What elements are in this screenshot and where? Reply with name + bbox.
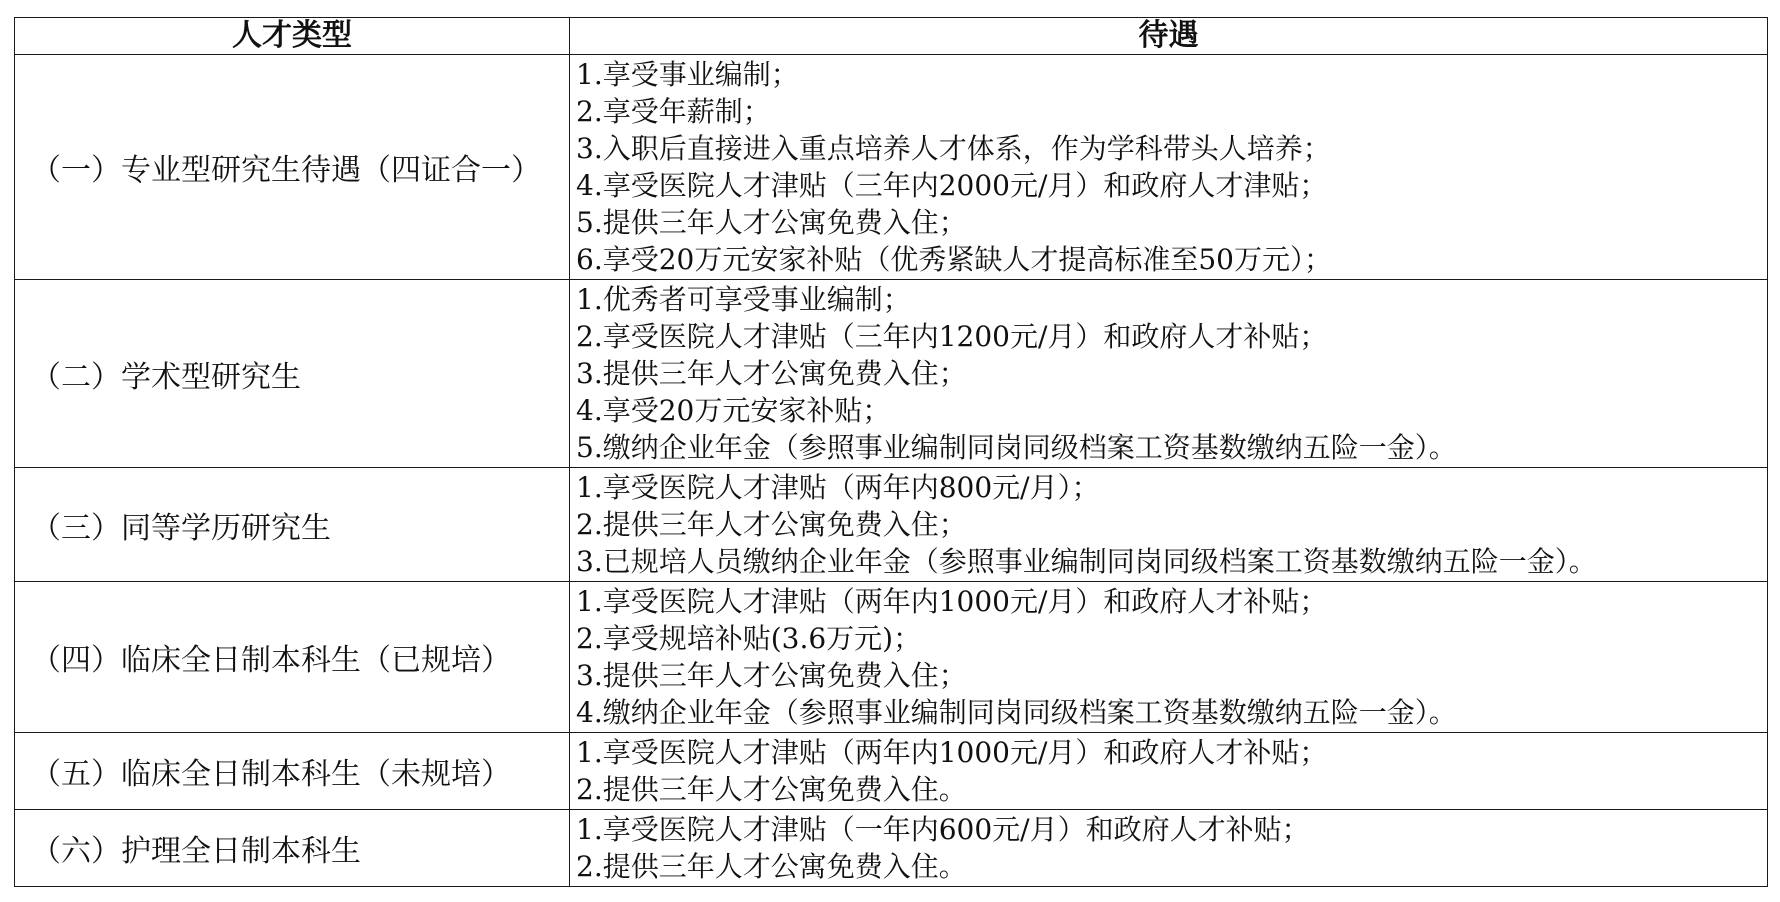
talent-type-cell: （五）临床全日制本科生（未规培） — [15, 733, 570, 810]
table-row — [15, 468, 1768, 582]
benefits-cell — [570, 810, 1768, 887]
benefit-item: 1.优秀者可享受事业编制； — [576, 283, 911, 316]
benefit-item: 2.提供三年人才公寓免费入住。 — [576, 773, 967, 806]
benefit-item: 3.提供三年人才公寓免费入住； — [576, 659, 967, 692]
benefit-item: 1.享受医院人才津贴（两年内1000元/月）和政府人才补贴； — [576, 736, 1328, 769]
benefit-item: 1.享受事业编制； — [576, 58, 799, 91]
benefit-item: 2.享受规培补贴(3.6万元)； — [576, 622, 922, 655]
benefit-item: 2.享受年薪制； — [576, 95, 771, 128]
benefit-item: 6.享受20万元安家补贴（优秀紧缺人才提高标准至50万元）； — [576, 243, 1332, 276]
benefit-item: 2.提供三年人才公寓免费入住。 — [576, 850, 967, 883]
benefit-item: 3.已规培人员缴纳企业年金（参照事业编制同岗同级档案工资基数缴纳五险一金）。 — [576, 545, 1597, 578]
table-row — [15, 733, 1768, 810]
talent-type-cell: （三）同等学历研究生 — [15, 468, 570, 582]
table-row — [15, 810, 1768, 887]
benefits-cell — [570, 582, 1768, 733]
benefit-item: 5.提供三年人才公寓免费入住； — [576, 206, 967, 239]
benefits-cell — [570, 280, 1768, 468]
talent-type-cell: （六）护理全日制本科生 — [15, 810, 570, 887]
talent-type-cell: （二）学术型研究生 — [15, 280, 570, 468]
table-row — [15, 280, 1768, 468]
talent-benefits-table — [14, 17, 1768, 887]
header-benefits: 待遇 — [570, 18, 1768, 55]
header-row — [15, 18, 1768, 55]
benefit-item: 5.缴纳企业年金（参照事业编制同岗同级档案工资基数缴纳五险一金）。 — [576, 431, 1457, 464]
talent-type-cell: （一）专业型研究生待遇（四证合一） — [15, 55, 570, 280]
header-talent-type: 人才类型 — [15, 18, 570, 55]
benefits-cell — [570, 733, 1768, 810]
benefit-item: 1.享受医院人才津贴（两年内1000元/月）和政府人才补贴； — [576, 585, 1328, 618]
benefit-item: 4.享受医院人才津贴（三年内2000元/月）和政府人才津贴； — [576, 169, 1328, 202]
benefit-item: 4.缴纳企业年金（参照事业编制同岗同级档案工资基数缴纳五险一金）。 — [576, 696, 1457, 729]
table-row — [15, 55, 1768, 280]
benefit-item: 2.提供三年人才公寓免费入住； — [576, 508, 967, 541]
benefit-item: 3.提供三年人才公寓免费入住； — [576, 357, 967, 390]
benefit-item: 1.享受医院人才津贴（一年内600元/月）和政府人才补贴； — [576, 813, 1310, 846]
benefit-item: 3.入职后直接进入重点培养人才体系，作为学科带头人培养； — [576, 132, 1331, 165]
talent-type-cell: （四）临床全日制本科生（已规培） — [15, 582, 570, 733]
benefit-item: 1.享受医院人才津贴（两年内800元/月）； — [576, 471, 1100, 504]
benefit-item: 4.享受20万元安家补贴； — [576, 394, 891, 427]
benefits-cell — [570, 468, 1768, 582]
table-row — [15, 582, 1768, 733]
benefit-item: 2.享受医院人才津贴（三年内1200元/月）和政府人才补贴； — [576, 320, 1328, 353]
benefits-cell — [570, 55, 1768, 280]
